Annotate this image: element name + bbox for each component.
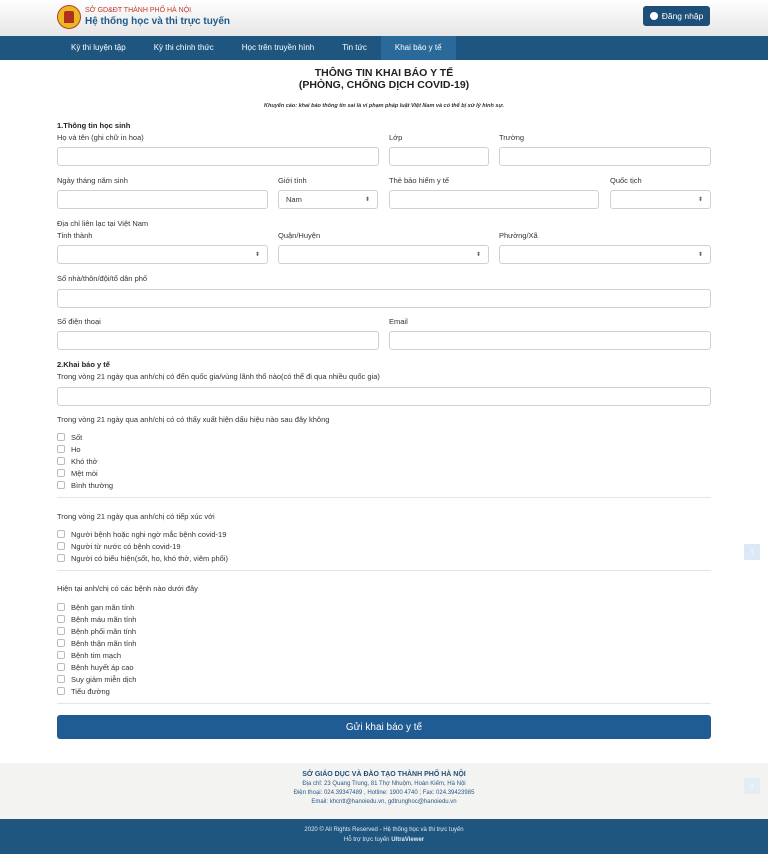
page-title: THÔNG TIN KHAI BÁO Y TẾ (314, 67, 454, 79)
support-label: Hỗ trợ trực tuyến (343, 837, 390, 843)
select-arrow-icon: ⬍ (697, 252, 703, 258)
gender-select[interactable] (278, 190, 378, 209)
section1-title: 1.Thông tin học sinh (57, 121, 131, 130)
checkbox-item[interactable] (57, 673, 136, 685)
school-input[interactable] (499, 147, 711, 166)
symptoms-list (57, 431, 113, 491)
label-ward: Phường/Xã (499, 231, 538, 240)
label-school: Trường (499, 133, 525, 142)
label-email: Email (389, 317, 408, 326)
checkbox-label: Tiểu đường (71, 686, 110, 696)
nav-health[interactable]: Khai báo y tế (381, 36, 456, 60)
checkbox[interactable] (57, 663, 65, 671)
checkbox-label: Bệnh phổi mãn tính (71, 626, 137, 636)
arrow-up-icon: ↑ (749, 546, 755, 558)
checkbox-label: Suy giảm miễn dịch (71, 674, 137, 684)
checkbox-item[interactable] (57, 479, 113, 491)
name-input[interactable] (57, 147, 379, 166)
nav-official[interactable]: Kỳ thi chính thức (153, 43, 214, 52)
nationality-select[interactable] (610, 190, 711, 209)
checkbox-label: Người từ nước có bệnh covid-19 (71, 541, 181, 551)
label-insurance: Thẻ bảo hiểm y tế (389, 176, 450, 185)
nav-practice[interactable]: Kỳ thi luyện tập (71, 43, 126, 52)
footer-email[interactable]: Email: khcntt@hanoiedu.vn, gdtrunghoc@hanoiedu.vn (311, 799, 457, 805)
checkbox-label: Mệt mỏi (71, 468, 98, 478)
checkbox[interactable] (57, 481, 65, 489)
nav-news[interactable]: Tin tức (342, 43, 367, 52)
select-arrow-icon: ⬍ (475, 252, 481, 258)
scroll-top-button[interactable] (744, 544, 760, 560)
checkbox-item[interactable] (57, 625, 136, 637)
scroll-top-button-footer[interactable] (744, 778, 760, 794)
user-icon (650, 12, 658, 20)
diseases-list (57, 601, 136, 697)
copyright: 2020 © All Rights Reserved - Hệ thống học và thi trực tuyến (304, 827, 464, 833)
street-input[interactable] (57, 289, 711, 308)
divider (57, 570, 711, 571)
select-arrow-icon: ⬍ (364, 197, 370, 203)
checkbox[interactable] (57, 469, 65, 477)
submit-button[interactable]: Gửi khai báo y tế (57, 715, 711, 739)
checkbox[interactable] (57, 675, 65, 683)
question-symptoms: Trong vòng 21 ngày qua anh/chị có có thấy xuất hiện dấu hiệu nào sau đây không (57, 415, 330, 424)
checkbox[interactable] (57, 445, 65, 453)
org-name: SỞ GD&ĐT THÀNH PHỐ HÀ NỘI (85, 7, 192, 14)
ward-select[interactable] (499, 245, 711, 264)
travel-input[interactable] (57, 387, 711, 406)
checkbox-label: Người bệnh hoặc nghi ngờ mắc bệnh covid-19 (71, 529, 227, 539)
question-contact: Trong vòng 21 ngày qua anh/chị có tiếp xúc với (57, 512, 215, 521)
support-link[interactable]: UltraViewer (391, 837, 425, 843)
checkbox-label: Bệnh máu mãn tính (71, 614, 137, 624)
checkbox-label: Sốt (71, 432, 83, 442)
checkbox-item[interactable] (57, 613, 136, 625)
checkbox-item[interactable] (57, 637, 136, 649)
label-address: Địa chỉ liên lạc tại Việt Nam (57, 219, 149, 228)
label-street: Số nhà/thôn/đội/tổ dân phố (57, 274, 148, 283)
label-name: Họ và tên (ghi chữ in hoa) (57, 133, 144, 142)
checkbox-label: Bệnh thận mãn tính (71, 638, 137, 648)
checkbox[interactable] (57, 651, 65, 659)
divider (57, 497, 711, 498)
warning: Khuyến cáo: khai báo thông tin sai là vi phạm pháp luật Việt Nam và có thể bị xử lý hình sự. (264, 103, 504, 109)
checkbox-label: Ho (71, 444, 81, 454)
page-subtitle: (PHÒNG, CHỐNG DỊCH COVID-19) (298, 79, 470, 91)
label-dob: Ngày tháng năm sinh (57, 176, 128, 185)
checkbox-item[interactable] (57, 431, 113, 443)
gender-value: Nam (286, 195, 302, 204)
checkbox[interactable] (57, 603, 65, 611)
footer (0, 763, 768, 819)
login-button[interactable] (643, 6, 710, 26)
bottom-bar (0, 819, 768, 854)
province-select[interactable] (57, 245, 268, 264)
checkbox-label: Người có biểu hiện(sốt, ho, khó thở, viêm phổi) (71, 553, 229, 563)
footer-address: Địa chỉ: 23 Quang Trung, 81 Thợ Nhuộm, Hoàn Kiếm, Hà Nội (302, 781, 466, 787)
question-travel: Trong vòng 21 ngày qua anh/chị có đến quốc gia/vùng lãnh thổ nào(có thể đi qua nhiều quốc gia) (57, 372, 380, 381)
checkbox[interactable] (57, 457, 65, 465)
checkbox[interactable] (57, 530, 65, 538)
checkbox[interactable] (57, 615, 65, 623)
checkbox-label: Bệnh gan mãn tính (71, 602, 135, 612)
dob-input[interactable] (57, 190, 268, 209)
footer-org: SỞ GIÁO DỤC VÀ ĐÀO TẠO THÀNH PHỐ HÀ NỘI (302, 771, 466, 778)
checkbox-label: Bệnh huyết áp cao (71, 662, 134, 672)
question-diseases: Hiện tại anh/chị có các bệnh nào dưới đây (57, 584, 198, 593)
section2-title: 2.Khai báo y tế (57, 360, 110, 369)
checkbox-item[interactable] (57, 528, 228, 540)
email-input[interactable] (389, 331, 711, 350)
checkbox-label: Khó thở (71, 456, 98, 466)
label-gender: Giới tính (278, 176, 307, 185)
checkbox-item[interactable] (57, 455, 113, 467)
label-nationality: Quốc tịch (610, 176, 642, 185)
nav-tv[interactable]: Học trên truyền hình (241, 43, 315, 52)
select-arrow-icon: ⬍ (697, 197, 703, 203)
label-phone: Số điện thoại (57, 317, 101, 326)
checkbox-item[interactable] (57, 661, 136, 673)
label-class: Lớp (389, 133, 403, 142)
footer-phone: Điện thoại: 024.39347489 , Hotline: 1900 4740 ; Fax: 024.39423985 (293, 790, 475, 796)
checkbox-item[interactable] (57, 685, 136, 697)
checkbox[interactable] (57, 627, 65, 635)
checkbox-item[interactable] (57, 601, 136, 613)
insurance-input[interactable] (389, 190, 599, 209)
district-select[interactable] (278, 245, 489, 264)
divider (57, 703, 711, 704)
checkbox[interactable] (57, 639, 65, 647)
checkbox[interactable] (57, 687, 65, 695)
checkbox-item[interactable] (57, 649, 136, 661)
class-input[interactable] (389, 147, 489, 166)
label-district: Quận/Huyện (278, 231, 321, 240)
login-label: Đăng nhập (661, 11, 704, 21)
logo[interactable] (57, 5, 81, 29)
checkbox[interactable] (57, 542, 65, 550)
main-nav (0, 36, 768, 60)
select-arrow-icon: ⬍ (254, 252, 260, 258)
checkbox[interactable] (57, 554, 65, 562)
checkbox-item[interactable] (57, 540, 228, 552)
contacts-list (57, 528, 228, 564)
arrow-up-icon: ↑ (749, 780, 755, 792)
checkbox-item[interactable] (57, 467, 113, 479)
checkbox-item[interactable] (57, 552, 228, 564)
checkbox-label: Bệnh tim mạch (71, 650, 122, 660)
system-name[interactable]: Hệ thống học và thi trực tuyến (85, 16, 231, 27)
checkbox-item[interactable] (57, 443, 113, 455)
checkbox-label: Bình thường (71, 480, 114, 490)
phone-input[interactable] (57, 331, 379, 350)
label-province: Tỉnh thành (57, 231, 93, 240)
checkbox[interactable] (57, 433, 65, 441)
